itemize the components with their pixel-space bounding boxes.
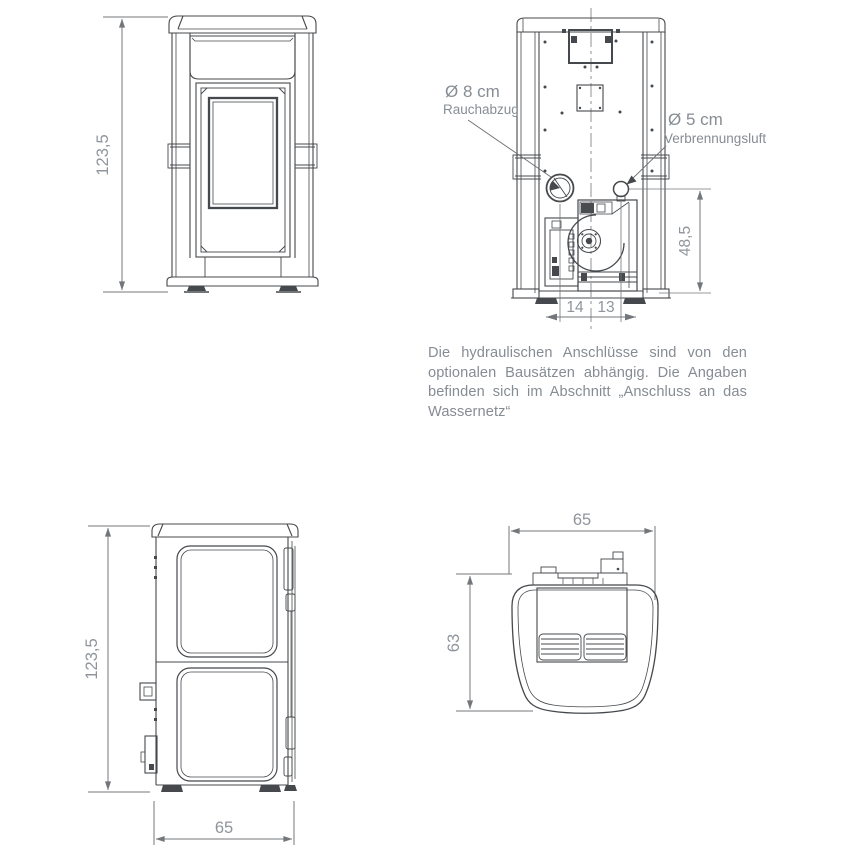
rear-view [443, 8, 766, 331]
air-name-label: Verbrennungsluft [664, 131, 767, 146]
front-view [94, 16, 318, 292]
air-diameter-label: Ø 5 cm [668, 110, 723, 129]
air-offset-value: 13 [597, 299, 615, 316]
front-fire-door[interactable] [196, 83, 290, 277]
top-body-outline [512, 585, 658, 713]
rear-height-dimension [629, 189, 711, 293]
side-width-value: 65 [214, 819, 234, 837]
side-rear-fittings [140, 556, 157, 773]
side-panel-lower [177, 668, 277, 781]
side-height-value: 123,5 [83, 638, 101, 680]
side-feet [161, 785, 297, 792]
smoke-outlet [547, 175, 574, 202]
top-depth-value: 63 [445, 633, 463, 653]
front-height-value: 123,5 [94, 134, 112, 176]
flue-offset-value: 14 [566, 299, 584, 316]
rear-height-value: 48,5 [677, 225, 694, 257]
top-rear-bar [533, 552, 627, 585]
side-panel-upper [177, 546, 277, 657]
flue-name-label: Rauchabzug [443, 102, 519, 117]
rear-screws [544, 40, 654, 173]
side-top-cap [152, 524, 298, 537]
control-board [545, 218, 578, 286]
top-width-value: 65 [572, 511, 592, 529]
rear-square-cutout [577, 85, 603, 111]
side-view [83, 524, 298, 845]
hydraulic-note: Die hydraulischen Anschlüsse sind von den optionalen Bausätzen abhängig. Die Angaben befinden sich im Abschnitt „Anschluss an das Wassernetz“ [428, 345, 747, 420]
front-top-cap [169, 16, 316, 33]
top-view [445, 511, 658, 713]
top-grille [537, 588, 627, 662]
combustion-air-inlet [614, 182, 629, 202]
front-base [167, 277, 318, 292]
front-height-dimension [103, 17, 168, 292]
door-glass [209, 98, 277, 208]
front-hopper-panel [190, 36, 295, 79]
flue-diameter-label: Ø 8 cm [445, 82, 500, 101]
top-width-dimension [509, 526, 655, 600]
